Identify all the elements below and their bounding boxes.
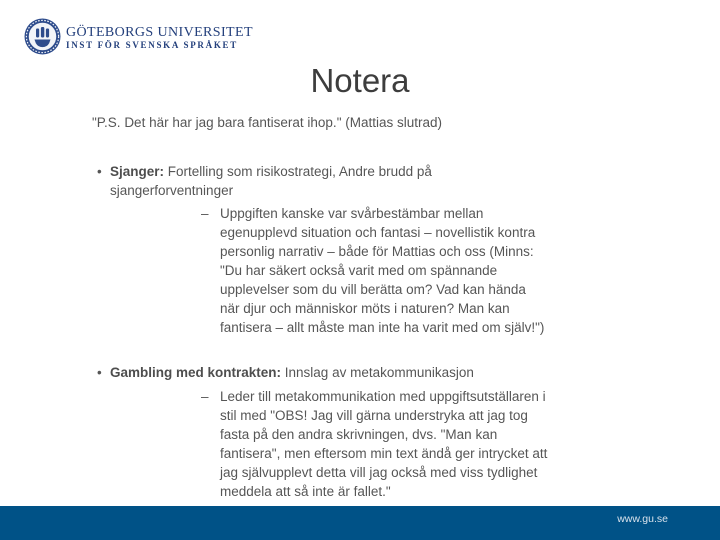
- sub-bullet-line: Uppgiften kanske var svårbestämbar mellan: [220, 206, 484, 221]
- sub-bullet-line: upplevelser som du vill berätta om? Vad kan hända: [220, 282, 526, 297]
- sub-bullet-line: fasta på den andra skrivningen, dvs. "Man kan: [220, 427, 498, 442]
- university-seal-icon: [24, 18, 61, 55]
- footer-bar: [0, 506, 720, 540]
- bullet-marker: •: [97, 365, 102, 380]
- sub-bullet-line: fantisera", men eftersom min text ändå ger intrycket att: [220, 446, 548, 461]
- sub-bullet-line: stil med "OBS! Jag vill gärna understryka att jag tog: [220, 408, 528, 423]
- slide-title: Notera: [310, 62, 410, 99]
- dash-marker: –: [201, 389, 209, 404]
- university-name: GÖTEBORGS UNIVERSITET: [66, 25, 253, 40]
- sub-bullet-line: egenupplevd situation och fantasi – novellistik kontra: [220, 225, 536, 240]
- quote-line: "P.S. Det här har jag bara fantiserat ihop." (Mattias slutrad): [92, 115, 443, 130]
- footer-url: www.gu.se: [617, 513, 668, 525]
- bullet-2-rest: Innslag av metakommunikasjon: [281, 365, 474, 380]
- bullet-1-keyword: Sjanger:: [110, 164, 165, 179]
- dash-marker: –: [201, 206, 209, 221]
- bullet-1-line-1: [110, 162, 432, 181]
- sub-bullet-line: när djur och människor möts i naturen? Man kan: [220, 301, 510, 316]
- department-name: INST FÖR SVENSKA SPRÅKET: [66, 40, 238, 50]
- bullet-2-keyword: Gambling med kontrakten:: [110, 365, 282, 380]
- sub-bullet-line: personlig narrativ – både för Mattias och oss (Minns:: [220, 244, 534, 259]
- bullet-1-rest: Fortelling som risikostrategi, Andre brudd på: [164, 164, 432, 179]
- sub-bullet-line: fantisera – allt måste man inte ha varit med om själv!"): [220, 320, 545, 335]
- sub-bullet-line: jag självupplevt detta vill jag också med viss tydlighet: [220, 465, 538, 480]
- sub-bullet-line: Leder till metakommunikation med uppgiftsutställaren i: [220, 389, 546, 404]
- bullet-2-line-1: [110, 363, 474, 382]
- sub-bullet-line: meddela att så inte är fallet.": [220, 484, 391, 499]
- bullet-1-line-2: sjangerforventninger: [110, 183, 234, 198]
- bullet-marker: •: [97, 164, 102, 179]
- sub-bullet-line: "Du har säkert också varit med om spännande: [220, 263, 498, 278]
